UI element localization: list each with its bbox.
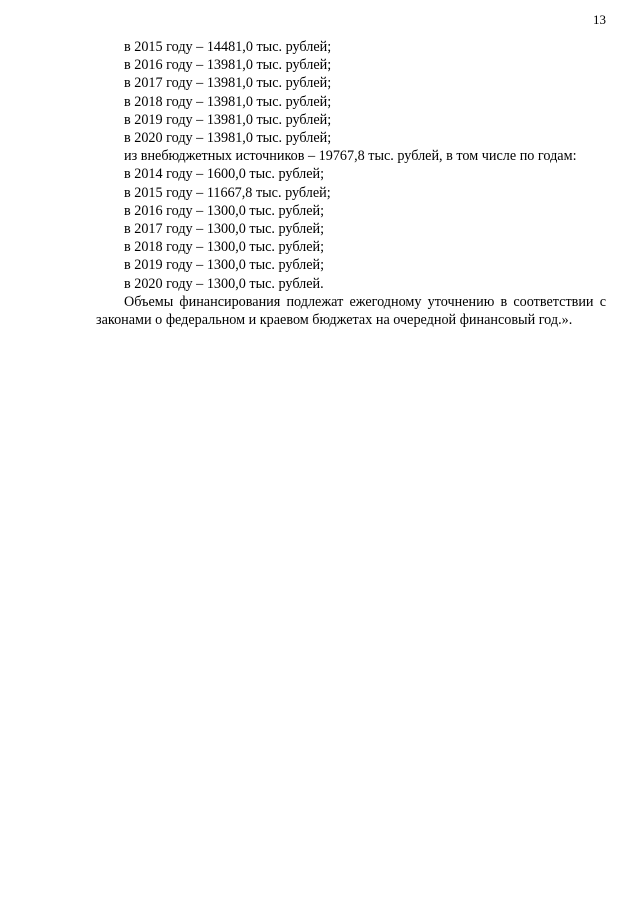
budget-line: в 2019 году – 13981,0 тыс. рублей; [124, 111, 332, 128]
closing-paragraph: Объемы финансирования подлежат ежегодному уточнению в соответствии с законами о федеральном и краевом бюджетах на очередной финансовый год.». [96, 293, 606, 329]
budget-line: в 2015 году – 11667,8 тыс. рублей; [124, 184, 331, 201]
budget-line: в 2014 году – 1600,0 тыс. рублей; [124, 166, 325, 183]
budget-line: в 2018 году – 1300,0 тыс. рублей; [124, 239, 325, 256]
page-number: 13 [593, 12, 606, 27]
budget-list-extrabudgetary [96, 165, 606, 292]
budget-line: в 2016 году – 1300,0 тыс. рублей; [124, 202, 325, 219]
budget-line: в 2018 году – 13981,0 тыс. рублей; [124, 93, 332, 110]
budget-list-regional [96, 38, 606, 147]
budget-line: в 2017 году – 1300,0 тыс. рублей; [124, 221, 325, 238]
budget-line: в 2020 году – 13981,0 тыс. рублей; [124, 130, 332, 147]
budget-line: в 2019 году – 1300,0 тыс. рублей; [124, 257, 325, 274]
budget-line: в 2016 году – 13981,0 тыс. рублей; [124, 57, 332, 74]
extrabudget-intro: из внебюджетных источников – 19767,8 тыс. рублей, в том числе по годам: [124, 148, 577, 165]
page-content [96, 38, 606, 329]
budget-line: в 2015 году – 14481,0 тыс. рублей; [124, 39, 332, 55]
budget-line: в 2020 году – 1300,0 тыс. рублей. [124, 275, 324, 292]
budget-line: в 2017 году – 13981,0 тыс. рублей; [124, 75, 332, 92]
